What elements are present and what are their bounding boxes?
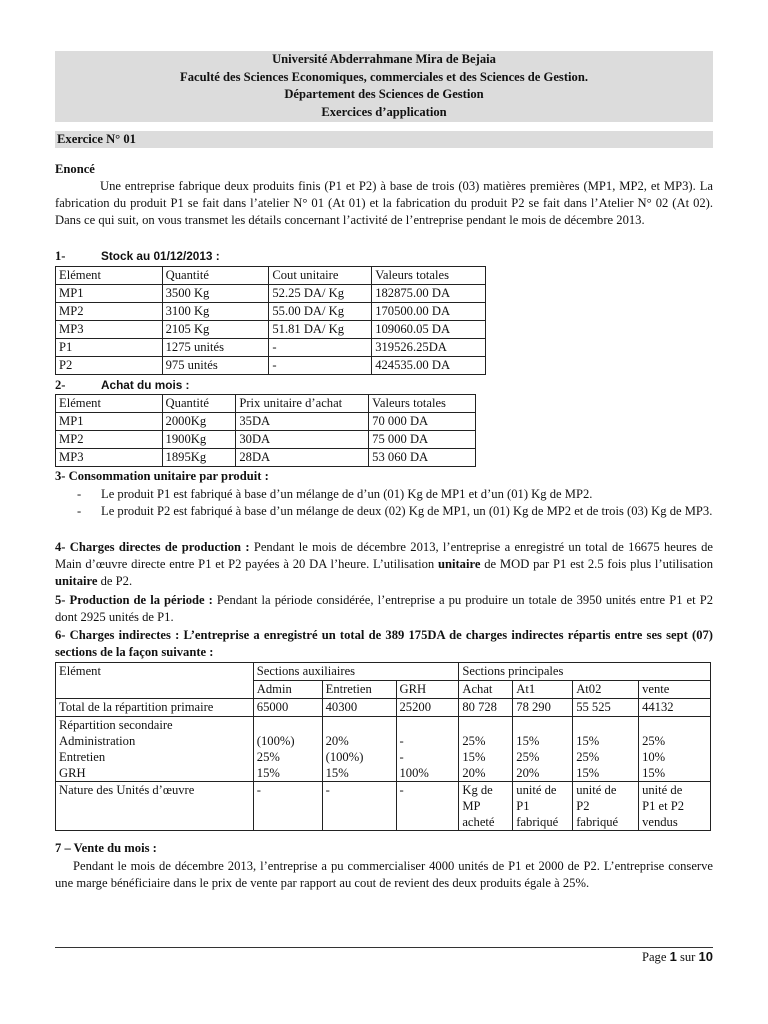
- cell-line: 20%: [516, 766, 540, 780]
- section-header-vente: vente: [639, 681, 711, 699]
- footer-divider: [55, 947, 713, 948]
- table-cell: -: [269, 357, 372, 375]
- table-cell: 55 525: [573, 699, 639, 717]
- table-cell: 28DA: [236, 449, 369, 467]
- total-pages: 10: [698, 949, 713, 964]
- table-cell: 2105 Kg: [162, 321, 269, 339]
- table-cell: 3100 Kg: [162, 303, 269, 321]
- section-5-text: Pendant la période considérée, l’entreprise a pu produire un totale de 3950 unités entre P1 et P2 dont 2925 unités de P1.: [55, 593, 713, 624]
- section-header-grh: GRH: [396, 681, 459, 699]
- table-header-cell: Cout unitaire: [269, 267, 372, 285]
- table-cell: 1275 unités: [162, 339, 269, 357]
- page-prefix: Page: [641, 950, 670, 964]
- table-row: [56, 699, 711, 717]
- table-header-cell: Prix unitaire d’achat: [236, 395, 369, 413]
- section-4-text: de P2.: [97, 574, 133, 588]
- table-header-cell: Valeurs totales: [372, 267, 486, 285]
- list-item: - Le produit P2 est fabriqué à base d’un mélange de deux (02) Kg de MP1, un (01) Kg de MP2 et de trois (03) Kg de MP3.: [55, 503, 713, 520]
- table-cell: 55.00 DA/ Kg: [269, 303, 372, 321]
- table-header-row: [56, 395, 476, 413]
- section-header-admin: Admin: [253, 681, 322, 699]
- exercise-title: Exercice N° 01: [55, 131, 713, 148]
- table-row: [56, 321, 486, 339]
- table-header-row: [56, 267, 486, 285]
- section-7-paragraph: Pendant le mois de décembre 2013, l’entreprise a pu commercialiser 4000 unités de P1 et 2000 de P2. L’entreprise conserve une marge bénéficiaire dans le prix de vente par rapport au cout de revient des deux produits égale à 25%.: [55, 859, 713, 890]
- cell-line: 25%: [642, 734, 666, 748]
- table-header-cell: Elément: [56, 267, 163, 285]
- cell-line: 10%: [642, 750, 666, 764]
- cell-line: -: [399, 750, 404, 764]
- table-cell: 109060.05 DA: [372, 321, 486, 339]
- table-cell: 35DA: [236, 413, 369, 431]
- table-cell: 51.81 DA/ Kg: [269, 321, 372, 339]
- table-row: [56, 431, 476, 449]
- cell-line: Kg de: [462, 783, 493, 797]
- section-6-title: 6- Charges indirectes : L’entreprise a enregistré un total de 389 175DA de charges indirectes répartis entre ses sept (07) sections de la façon suivante :: [55, 628, 713, 659]
- table-cell: 170500.00 DA: [372, 303, 486, 321]
- cell-line: unité de: [642, 783, 683, 797]
- purchase-table: [55, 394, 476, 467]
- table-cell: -: [269, 339, 372, 357]
- table-header-cell: Valeurs totales: [369, 395, 476, 413]
- cell-line: -: [256, 783, 261, 797]
- table-cell: MP2: [56, 431, 163, 449]
- consumption-list: [55, 486, 713, 520]
- indirect-charges-table: [55, 662, 711, 831]
- table-cell: [639, 782, 711, 831]
- enonce-title: Enoncé: [55, 162, 95, 176]
- section-header-at1: At1: [513, 681, 573, 699]
- table-cell: 975 unités: [162, 357, 269, 375]
- cell-line: 25%: [576, 750, 600, 764]
- table-cell: [459, 782, 513, 831]
- table-cell: 78 290: [513, 699, 573, 717]
- section-5-title: 5- Production de la période :: [55, 593, 213, 607]
- cell-line: (100%): [325, 750, 364, 764]
- header-faculty: Faculté des Sciences Economiques, commerciales et des Sciences de Gestion.: [180, 69, 588, 84]
- section-header-entretien: Entretien: [322, 681, 396, 699]
- table-cell: 3500 Kg: [162, 285, 269, 303]
- cell-line: 15%: [642, 766, 666, 780]
- cell-line: MP: [462, 799, 481, 813]
- cell-line: P1 et P2: [642, 799, 685, 813]
- table-cell: 70 000 DA: [369, 413, 476, 431]
- cell-line: 20%: [462, 766, 486, 780]
- table-row: [56, 717, 711, 782]
- secondary-label-entretien: Entretien: [59, 750, 106, 764]
- cell-line: acheté: [462, 815, 495, 829]
- table-cell: 65000: [253, 699, 322, 717]
- section-1-title: Stock au 01/12/2013 :: [101, 249, 220, 263]
- table-cell: MP3: [56, 449, 163, 467]
- table-cell: 30DA: [236, 431, 369, 449]
- cell-line: 15%: [576, 766, 600, 780]
- section-5-paragraph: [55, 592, 713, 626]
- cell-line: 15%: [576, 734, 600, 748]
- table-cell: [459, 717, 513, 782]
- table-header-row: [56, 663, 711, 681]
- page-separator: sur: [676, 950, 699, 964]
- table-header-cell: Quantité: [162, 267, 269, 285]
- stock-table: [55, 266, 486, 375]
- header-university: Université Abderrahmane Mira de Bejaia: [272, 52, 496, 66]
- secondary-label-admin: Administration: [59, 734, 136, 748]
- table-cell: P1: [56, 339, 163, 357]
- table-cell: P2: [56, 357, 163, 375]
- table-cell: 2000Kg: [162, 413, 236, 431]
- intro-paragraph: Une entreprise fabrique deux produits finis (P1 et P2) à base de trois (03) matières premières (MP1, MP2, et MP3). La fabrication du produit P1 se fait dans l’atelier N° 01 (At 01) et la fabrication du produit P2 se fait dans l’Atelier N° 02 (At 02). Dans ce qui suit, on vous transmet les détails concernant l’activité de l’entreprise pendant le mois de décembre 2013.: [55, 179, 713, 227]
- table-cell: 80 728: [459, 699, 513, 717]
- list-item: - Le produit P1 est fabriqué à base d’un mélange de d’un (01) Kg de MP1 et d’un (01) Kg de MP2.: [55, 486, 713, 503]
- table-cell: 75 000 DA: [369, 431, 476, 449]
- table-cell: [573, 717, 639, 782]
- cell-line: 15%: [462, 750, 486, 764]
- header-department: Département des Sciences de Gestion: [284, 87, 484, 101]
- secondary-label-grh: GRH: [59, 766, 86, 780]
- cell-line: (100%): [256, 734, 295, 748]
- cell-line: 20%: [325, 734, 349, 748]
- table-cell: [253, 717, 322, 782]
- cell-line: 25%: [462, 734, 486, 748]
- table-cell: MP3: [56, 321, 163, 339]
- table-cell: MP1: [56, 285, 163, 303]
- section-4-title: 4- Charges directes de production :: [55, 540, 250, 554]
- section-7-title: 7 – Vente du mois :: [55, 841, 157, 855]
- table-cell: MP2: [56, 303, 163, 321]
- section-2-number: 2-: [55, 378, 66, 392]
- section-4-text: de MOD par P1 est 2.5 fois plus l’utilisation: [480, 557, 713, 571]
- section-4-paragraph: [55, 539, 713, 590]
- section-4-emphasis: unitaire: [55, 574, 98, 588]
- table-row: [56, 339, 486, 357]
- table-cell: [513, 782, 573, 831]
- row-label: Total de la répartition primaire: [56, 699, 254, 717]
- table-cell: 319526.25DA: [372, 339, 486, 357]
- cell-line: fabriqué: [576, 815, 619, 829]
- table-group-header: Sections auxiliaires: [253, 663, 459, 681]
- current-page: 1: [669, 949, 677, 964]
- table-row: [56, 357, 486, 375]
- table-cell: MP1: [56, 413, 163, 431]
- table-cell: [396, 717, 459, 782]
- cell-line: unité de: [516, 783, 557, 797]
- cell-line: -: [399, 734, 404, 748]
- table-cell: 52.25 DA/ Kg: [269, 285, 372, 303]
- table-cell: 53 060 DA: [369, 449, 476, 467]
- table-header-cell: Elément: [56, 663, 254, 699]
- table-cell: [513, 717, 573, 782]
- cell-line: P1: [516, 799, 530, 813]
- section-1-number: 1-: [55, 249, 66, 263]
- table-cell: [573, 782, 639, 831]
- table-cell: 44132: [639, 699, 711, 717]
- section-header-at02: At02: [573, 681, 639, 699]
- table-cell: 1895Kg: [162, 449, 236, 467]
- section-4-text: Pendant le mois de décembre 2013, l’entreprise a enregistré un total de 16675 heures de Main d’œuvre directe entre P1 et P2 payées à 20 DA l’heure. L’utilisation: [55, 540, 713, 571]
- table-cell: [253, 782, 322, 831]
- table-cell: 25200: [396, 699, 459, 717]
- table-row: [56, 285, 486, 303]
- table-header-cell: Elément: [56, 395, 163, 413]
- table-row: [56, 782, 711, 831]
- cell-line: 15%: [256, 766, 280, 780]
- page-number: [642, 948, 713, 966]
- table-row: [56, 449, 476, 467]
- table-cell: [322, 717, 396, 782]
- cell-line: fabriqué: [516, 815, 559, 829]
- row-label: Nature des Unités d’œuvre: [56, 782, 254, 831]
- university-header: [55, 51, 713, 122]
- table-group-header: Sections principales: [459, 663, 711, 681]
- cell-line: P2: [576, 799, 590, 813]
- table-cell: [322, 782, 396, 831]
- section-2-title: Achat du mois :: [101, 378, 190, 392]
- table-row: [56, 413, 476, 431]
- section-3-title: 3- Consommation unitaire par produit :: [55, 469, 269, 483]
- table-cell: 424535.00 DA: [372, 357, 486, 375]
- cell-line: 25%: [516, 750, 540, 764]
- cell-line: 15%: [325, 766, 349, 780]
- table-header-cell: Quantité: [162, 395, 236, 413]
- table-cell: 40300: [322, 699, 396, 717]
- cell-line: 25%: [256, 750, 280, 764]
- section-header-achat: Achat: [459, 681, 513, 699]
- table-cell: 1900Kg: [162, 431, 236, 449]
- table-row: [56, 303, 486, 321]
- table-cell: [396, 782, 459, 831]
- section-4-emphasis: unitaire: [437, 557, 481, 571]
- cell-line: 15%: [516, 734, 540, 748]
- table-cell: [639, 717, 711, 782]
- row-label: [56, 717, 254, 782]
- cell-line: -: [399, 783, 404, 797]
- cell-line: -: [325, 783, 330, 797]
- secondary-label: Répartition secondaire: [59, 718, 173, 732]
- table-cell: 182875.00 DA: [372, 285, 486, 303]
- cell-line: vendus: [642, 815, 678, 829]
- header-doc-title: Exercices d’application: [321, 104, 447, 119]
- cell-line: 100%: [399, 766, 429, 780]
- cell-line: unité de: [576, 783, 617, 797]
